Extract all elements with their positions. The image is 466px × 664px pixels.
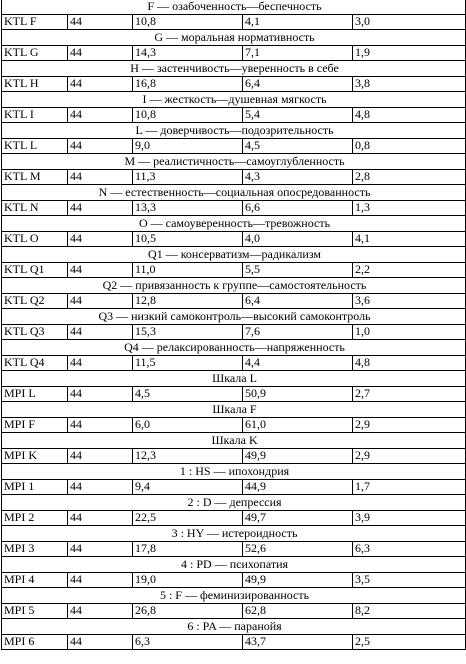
scale-code-cell: KTL L xyxy=(2,138,68,154)
table-row xyxy=(2,231,466,247)
deviation-cell: 5,4 xyxy=(243,107,353,123)
scale-section-title: O — самоуверенность—тревожность xyxy=(2,216,466,232)
table-row xyxy=(2,107,466,123)
table-row xyxy=(2,324,466,340)
scale-section-title: M — реалистичность—самоуглубленность xyxy=(2,154,466,170)
scale-section-title: G — моральная нормативность xyxy=(2,30,466,46)
scale-code-cell: MPI 6 xyxy=(2,634,68,650)
table-row xyxy=(2,386,466,402)
sample-size-cell: 44 xyxy=(68,262,133,278)
deviation-cell: 49,9 xyxy=(243,448,353,464)
mean-cell: 22,5 xyxy=(133,510,243,526)
deviation-cell: 4,4 xyxy=(243,355,353,371)
scale-code-cell: MPI 5 xyxy=(2,603,68,619)
deviation-cell: 52,6 xyxy=(243,541,353,557)
scale-code-cell: MPI K xyxy=(2,448,68,464)
table-row xyxy=(2,634,466,650)
table-row xyxy=(2,76,466,92)
section-header-row xyxy=(2,340,466,356)
table-row xyxy=(2,200,466,216)
scale-section-title: H — застенчивость—уверенность в себе xyxy=(2,61,466,77)
value-cell: 2,9 xyxy=(353,417,466,433)
mean-cell: 10,8 xyxy=(133,14,243,30)
value-cell: 3,8 xyxy=(353,76,466,92)
value-cell: 2,7 xyxy=(353,386,466,402)
value-cell: 2,9 xyxy=(353,448,466,464)
scale-code-cell: MPI F xyxy=(2,417,68,433)
section-header-row xyxy=(2,154,466,170)
sample-size-cell: 44 xyxy=(68,14,133,30)
scale-code-cell: KTL I xyxy=(2,107,68,123)
section-header-row xyxy=(2,247,466,263)
table-row xyxy=(2,603,466,619)
table-row xyxy=(2,479,466,495)
scale-section-title: 5 : F — феминизированность xyxy=(2,588,466,604)
table-row xyxy=(2,45,466,61)
scale-section-title: I — жесткость—душевная мягкость xyxy=(2,92,466,108)
sample-size-cell: 44 xyxy=(68,169,133,185)
section-header-row xyxy=(2,588,466,604)
mean-cell: 15,3 xyxy=(133,324,243,340)
scale-section-title: 6 : PA — паранойя xyxy=(2,619,466,635)
value-cell: 4,8 xyxy=(353,107,466,123)
section-header-row xyxy=(2,92,466,108)
sample-size-cell: 44 xyxy=(68,603,133,619)
value-cell: 4,1 xyxy=(353,231,466,247)
table-row xyxy=(2,293,466,309)
deviation-cell: 4,3 xyxy=(243,169,353,185)
scale-code-cell: KTL M xyxy=(2,169,68,185)
sample-size-cell: 44 xyxy=(68,231,133,247)
section-header-row xyxy=(2,185,466,201)
mean-cell: 19,0 xyxy=(133,572,243,588)
sample-size-cell: 44 xyxy=(68,138,133,154)
sample-size-cell: 44 xyxy=(68,293,133,309)
sample-size-cell: 44 xyxy=(68,479,133,495)
scale-code-cell: MPI 4 xyxy=(2,572,68,588)
scale-section-title: 4 : PD — психопатия xyxy=(2,557,466,573)
scale-section-title: Q3 — низкий самоконтроль—высокий самоконтроль xyxy=(2,309,466,325)
mean-cell: 16,8 xyxy=(133,76,243,92)
value-cell: 0,8 xyxy=(353,138,466,154)
deviation-cell: 4,1 xyxy=(243,14,353,30)
scale-section-title: N — естественность—социальная опосредованность xyxy=(2,185,466,201)
deviation-cell: 7,1 xyxy=(243,45,353,61)
deviation-cell: 50,9 xyxy=(243,386,353,402)
value-cell: 6,3 xyxy=(353,541,466,557)
scale-code-cell: MPI 3 xyxy=(2,541,68,557)
mean-cell: 13,3 xyxy=(133,200,243,216)
scale-section-title: 3 : HY — истероидность xyxy=(2,526,466,542)
scale-code-cell: KTL Q1 xyxy=(2,262,68,278)
value-cell: 2,2 xyxy=(353,262,466,278)
section-header-row xyxy=(2,433,466,449)
table-row xyxy=(2,138,466,154)
mean-cell: 11,0 xyxy=(133,262,243,278)
sample-size-cell: 44 xyxy=(68,386,133,402)
sample-size-cell: 44 xyxy=(68,417,133,433)
scale-section-title: Q4 — релаксированность—напряженность xyxy=(2,340,466,356)
deviation-cell: 4,0 xyxy=(243,231,353,247)
sample-size-cell: 44 xyxy=(68,634,133,650)
mean-cell: 6,3 xyxy=(133,634,243,650)
scale-section-title: L — доверчивость—подозрительность xyxy=(2,123,466,139)
mean-cell: 6,0 xyxy=(133,417,243,433)
section-header-row xyxy=(2,557,466,573)
mean-cell: 26,8 xyxy=(133,603,243,619)
section-header-row xyxy=(2,278,466,294)
deviation-cell: 43,7 xyxy=(243,634,353,650)
table-row xyxy=(2,510,466,526)
deviation-cell: 62,8 xyxy=(243,603,353,619)
value-cell: 2,8 xyxy=(353,169,466,185)
value-cell: 3,6 xyxy=(353,293,466,309)
table-row xyxy=(2,169,466,185)
scale-section-title: 2 : D — депрессия xyxy=(2,495,466,511)
mean-cell: 9,0 xyxy=(133,138,243,154)
section-header-row xyxy=(2,0,466,14)
value-cell: 8,2 xyxy=(353,603,466,619)
scale-section-title: F — озабоченность—беспечность xyxy=(2,0,466,14)
deviation-cell: 7,6 xyxy=(243,324,353,340)
scale-section-title: Шкала K xyxy=(2,433,466,449)
table-row xyxy=(2,417,466,433)
value-cell: 1,7 xyxy=(353,479,466,495)
table-row xyxy=(2,541,466,557)
scale-code-cell: MPI 2 xyxy=(2,510,68,526)
scale-code-cell: KTL H xyxy=(2,76,68,92)
sample-size-cell: 44 xyxy=(68,200,133,216)
sample-size-cell: 44 xyxy=(68,76,133,92)
scale-section-title: Шкала F xyxy=(2,402,466,418)
deviation-cell: 44,9 xyxy=(243,479,353,495)
section-header-row xyxy=(2,30,466,46)
scale-code-cell: MPI L xyxy=(2,386,68,402)
section-header-row xyxy=(2,619,466,635)
table-row xyxy=(2,572,466,588)
mean-cell: 12,8 xyxy=(133,293,243,309)
section-header-row xyxy=(2,402,466,418)
scale-section-title: Q1 — консерватизм—радикализм xyxy=(2,247,466,263)
scale-section-title: Шкала L xyxy=(2,371,466,387)
sample-size-cell: 44 xyxy=(68,107,133,123)
section-header-row xyxy=(2,309,466,325)
mean-cell: 12,3 xyxy=(133,448,243,464)
value-cell: 2,5 xyxy=(353,634,466,650)
deviation-cell: 49,7 xyxy=(243,510,353,526)
mean-cell: 14,3 xyxy=(133,45,243,61)
scale-code-cell: KTL Q4 xyxy=(2,355,68,371)
deviation-cell: 49,9 xyxy=(243,572,353,588)
sample-size-cell: 44 xyxy=(68,510,133,526)
value-cell: 3,5 xyxy=(353,572,466,588)
deviation-cell: 4,5 xyxy=(243,138,353,154)
deviation-cell: 6,6 xyxy=(243,200,353,216)
sample-size-cell: 44 xyxy=(68,448,133,464)
mean-cell: 17,8 xyxy=(133,541,243,557)
table-row xyxy=(2,448,466,464)
section-header-row xyxy=(2,216,466,232)
sample-size-cell: 44 xyxy=(68,541,133,557)
value-cell: 3,9 xyxy=(353,510,466,526)
statistics-table-body xyxy=(2,0,466,650)
sample-size-cell: 44 xyxy=(68,45,133,61)
statistics-table xyxy=(1,0,466,650)
section-header-row xyxy=(2,495,466,511)
scale-code-cell: KTL Q2 xyxy=(2,293,68,309)
section-header-row xyxy=(2,371,466,387)
sample-size-cell: 44 xyxy=(68,355,133,371)
mean-cell: 10,8 xyxy=(133,107,243,123)
value-cell: 1,0 xyxy=(353,324,466,340)
deviation-cell: 6,4 xyxy=(243,293,353,309)
section-header-row xyxy=(2,526,466,542)
deviation-cell: 61,0 xyxy=(243,417,353,433)
deviation-cell: 5,5 xyxy=(243,262,353,278)
section-header-row xyxy=(2,61,466,77)
value-cell: 4,8 xyxy=(353,355,466,371)
mean-cell: 11,3 xyxy=(133,169,243,185)
mean-cell: 10,5 xyxy=(133,231,243,247)
scale-code-cell: KTL F xyxy=(2,14,68,30)
section-header-row xyxy=(2,123,466,139)
scale-code-cell: KTL N xyxy=(2,200,68,216)
value-cell: 3,0 xyxy=(353,14,466,30)
table-row xyxy=(2,262,466,278)
mean-cell: 4,5 xyxy=(133,386,243,402)
table-row xyxy=(2,14,466,30)
value-cell: 1,9 xyxy=(353,45,466,61)
scale-section-title: 1 : HS — ипохондрия xyxy=(2,464,466,480)
mean-cell: 11,5 xyxy=(133,355,243,371)
scale-code-cell: KTL G xyxy=(2,45,68,61)
scale-code-cell: MPI 1 xyxy=(2,479,68,495)
sample-size-cell: 44 xyxy=(68,572,133,588)
section-header-row xyxy=(2,464,466,480)
scale-code-cell: KTL Q3 xyxy=(2,324,68,340)
mean-cell: 9,4 xyxy=(133,479,243,495)
scale-code-cell: KTL O xyxy=(2,231,68,247)
deviation-cell: 6,4 xyxy=(243,76,353,92)
table-row xyxy=(2,355,466,371)
sample-size-cell: 44 xyxy=(68,324,133,340)
scale-section-title: Q2 — привязанность к группе—самостоятельность xyxy=(2,278,466,294)
value-cell: 1,3 xyxy=(353,200,466,216)
